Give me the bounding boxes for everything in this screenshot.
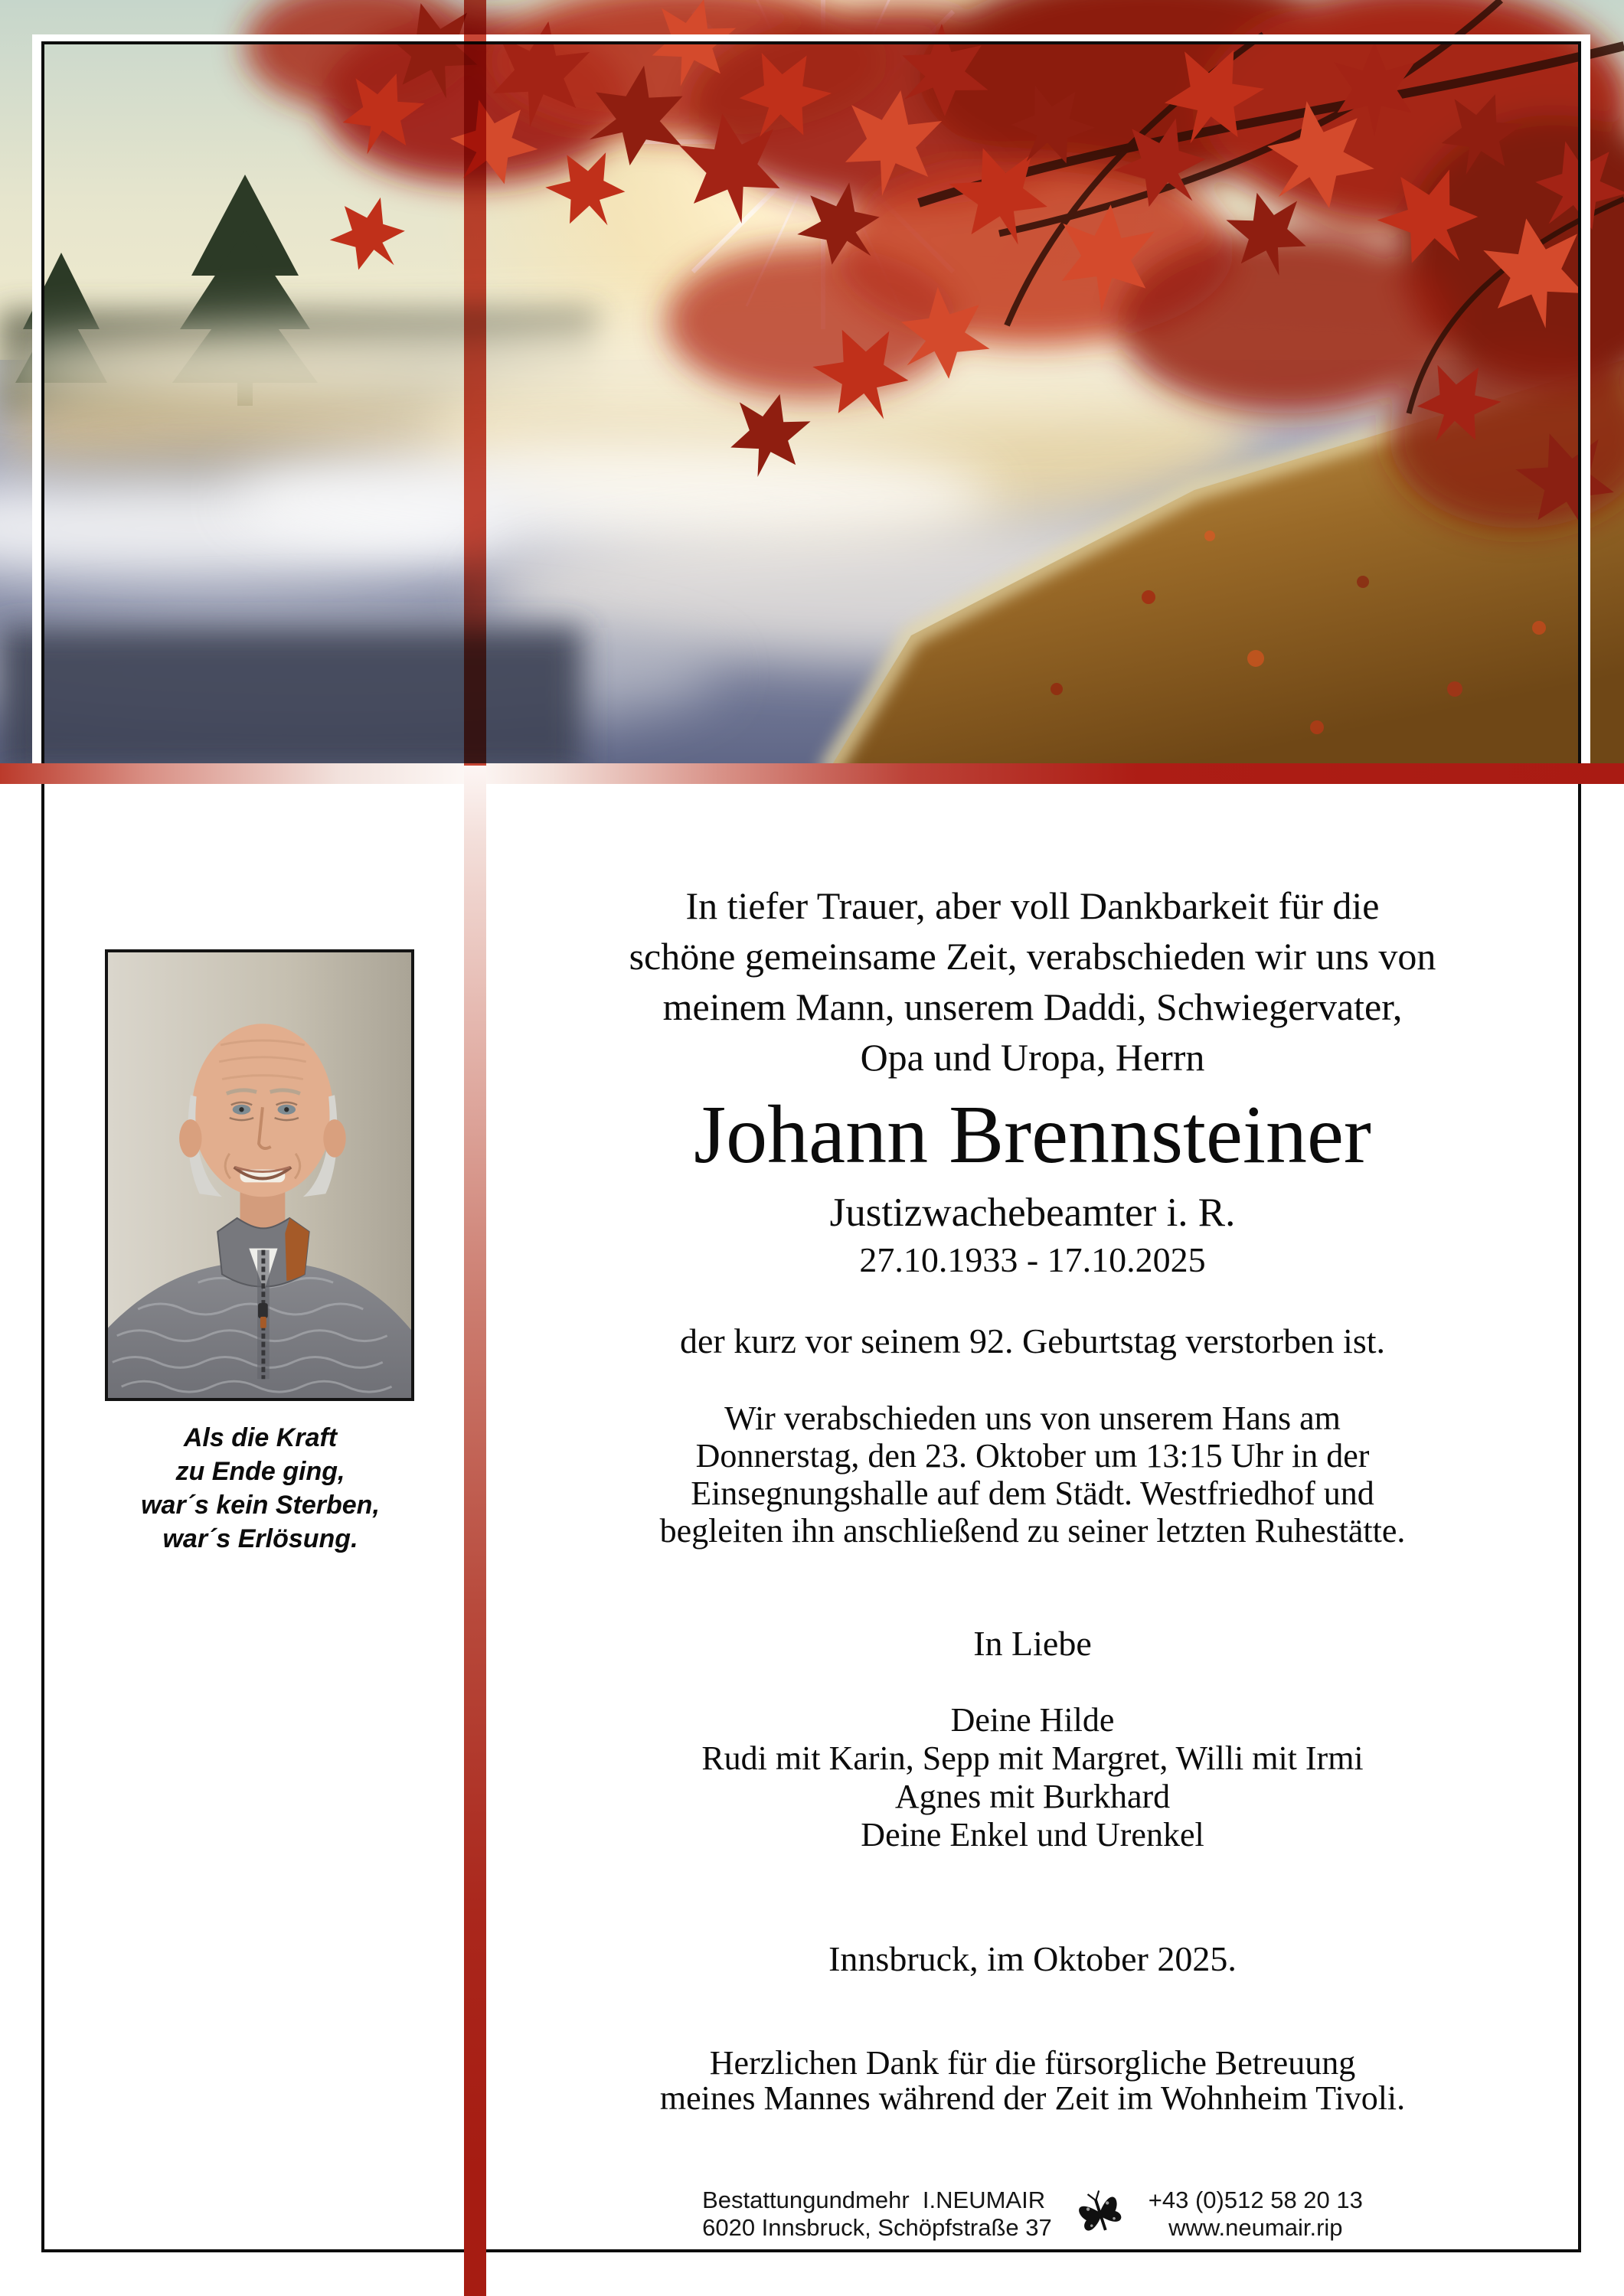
portrait-photo: [105, 949, 414, 1401]
place-date: Innsbruck, im Oktober 2025.: [828, 1939, 1237, 1978]
quote-line: Als die Kraft: [183, 1423, 338, 1452]
intro-line: meinem Mann, unserem Daddi, Schwiegervater,: [662, 985, 1403, 1028]
frame-top-line: [41, 41, 1581, 44]
intro-paragraph: [487, 880, 1578, 1083]
farewell-line: Donnerstag, den 23. Oktober um 13:15 Uhr in der: [695, 1437, 1370, 1475]
photo-matte-top: [32, 34, 1590, 41]
funeral-home-phone: +43 (0)512 58 20 13: [1148, 2187, 1363, 2213]
mourner-line: Agnes mit Burkhard: [894, 1778, 1171, 1815]
frame-right-line: [1578, 41, 1581, 2252]
intro-line: schöne gemeinsame Zeit, verabschieden wir uns von: [629, 935, 1436, 978]
funeral-home-block: [702, 2187, 1052, 2242]
mourner-line: Rudi mit Karin, Sepp mit Margret, Willi mit Irmi: [701, 1739, 1364, 1777]
quote-line: war´s kein Sterben,: [141, 1491, 380, 1520]
mourner-line: Deine Hilde: [950, 1701, 1115, 1739]
deceased-name: Johann Brennsteiner: [694, 1089, 1371, 1181]
red-vertical-stripe-bottom: [464, 766, 486, 2296]
mourners-list: [487, 1701, 1578, 1854]
red-vertical-stripe-top: [464, 0, 486, 766]
autumn-lake-photo: [0, 0, 1624, 773]
intro-line: In tiefer Trauer, aber voll Dankbarkeit für die: [685, 884, 1380, 927]
contact-block: [1149, 2187, 1363, 2242]
deceased-profession: Justizwachebeamter i. R.: [829, 1190, 1236, 1235]
funeral-home-website: www.neumair.rip: [1168, 2214, 1343, 2241]
quote-line: war´s Erlösung.: [162, 1524, 358, 1553]
thanks-paragraph: [487, 2046, 1578, 2116]
header-autumn-photo: [0, 0, 1624, 773]
memorial-quote: [92, 1421, 429, 1556]
age-note: der kurz vor seinem 92. Geburtstag verstorben ist.: [679, 1321, 1386, 1360]
photo-matte-right: [1581, 34, 1590, 773]
farewell-line: Einsegnungshalle auf dem Städt. Westfriedhof und: [691, 1475, 1374, 1512]
frame-left-line: [41, 41, 44, 2252]
funeral-home-company: Bestattungundmehr: [702, 2187, 910, 2213]
quote-line: zu Ende ging,: [175, 1457, 345, 1486]
salutation: In Liebe: [973, 1624, 1092, 1663]
photo-matte-left: [32, 34, 41, 773]
funeral-home-address: 6020 Innsbruck, Schöpfstraße 37: [702, 2214, 1052, 2241]
farewell-paragraph: [487, 1399, 1578, 1550]
farewell-line: Wir verabschieden uns von unserem Hans am: [724, 1399, 1341, 1437]
red-horizontal-band: [0, 763, 1624, 784]
thanks-line: Herzlichen Dank für die fürsorgliche Betreuung: [709, 2044, 1356, 2082]
thanks-line: meines Mannes während der Zeit im Wohnheim Tivoli.: [659, 2079, 1406, 2117]
mourner-line: Deine Enkel und Urenkel: [861, 1816, 1204, 1853]
funeral-home-name: I.NEUMAIR: [922, 2187, 1046, 2213]
funeral-home-footer: [487, 2187, 1578, 2242]
portrait-illustration: [108, 952, 411, 1398]
farewell-line: begleiten ihn anschließend zu seiner letzten Ruhestätte.: [659, 1512, 1406, 1550]
deceased-dates: 27.10.1933 - 17.10.2025: [859, 1240, 1206, 1279]
butterfly-icon: [1075, 2187, 1126, 2242]
frame-bottom-line: [41, 2249, 1581, 2252]
intro-line: Opa und Uropa, Herrn: [860, 1036, 1205, 1079]
